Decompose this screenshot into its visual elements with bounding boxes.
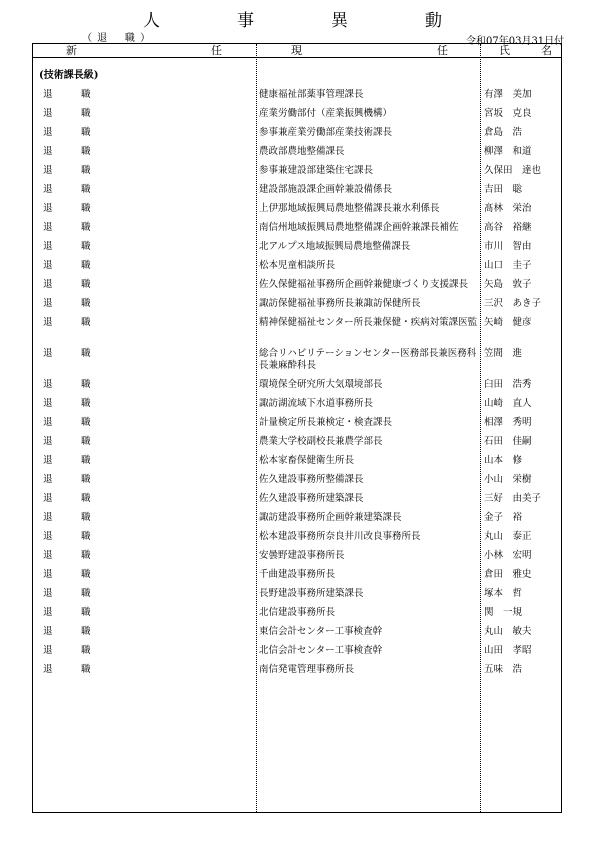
new-post-part1: 退 bbox=[43, 317, 53, 328]
new-post-part1: 退 bbox=[43, 607, 53, 618]
current-post: 北アルプス地域振興局農地整備課長 bbox=[259, 241, 411, 252]
person-name: 高谷 裕継 bbox=[484, 222, 532, 233]
current-post: 南信州地域振興局農地整備課企画幹兼課長補佐 bbox=[259, 222, 459, 233]
new-post-part2: 職 bbox=[81, 241, 91, 252]
personnel-table bbox=[32, 43, 562, 813]
new-post-part2: 職 bbox=[81, 531, 91, 542]
current-post: 千曲建設事務所長 bbox=[259, 569, 336, 580]
current-post: 総合リハビリテーションセンター医務部長兼医務科長兼麻酔科長 bbox=[259, 348, 477, 371]
person-name: 臼田 浩秀 bbox=[484, 379, 532, 390]
current-post: 建設部施設課企画幹兼設備係長 bbox=[259, 184, 393, 195]
new-post-part1: 退 bbox=[43, 89, 53, 100]
current-post: 環境保全研究所大気環境部長 bbox=[259, 379, 383, 390]
person-name: 石田 佳嗣 bbox=[484, 436, 532, 447]
current-post: 松本建設事務所奈良井川改良事務所長 bbox=[259, 531, 421, 542]
new-post-part1: 退 bbox=[43, 474, 53, 485]
new-post-part2: 職 bbox=[81, 108, 91, 119]
new-post-part1: 退 bbox=[43, 279, 53, 290]
new-post-part2: 職 bbox=[81, 569, 91, 580]
current-post: 佐久保健福祉事務所企画幹兼健康づくり支援課長 bbox=[259, 279, 469, 290]
new-post-part1: 退 bbox=[43, 241, 53, 252]
current-post: 計量検定所長兼検定・検査課長 bbox=[259, 417, 393, 428]
column-divider-new-current bbox=[256, 44, 257, 812]
person-name: 山田 孝昭 bbox=[484, 645, 532, 656]
person-name: 小林 宏明 bbox=[484, 550, 532, 561]
current-post: 佐久建設事務所建築課長 bbox=[259, 493, 364, 504]
new-post-part1: 退 bbox=[43, 298, 53, 309]
new-post-part1: 退 bbox=[43, 626, 53, 637]
current-post: 諏訪保健福祉事務所長兼諏訪保健所長 bbox=[259, 298, 421, 309]
new-post-part2: 職 bbox=[81, 165, 91, 176]
new-post-part1: 退 bbox=[43, 531, 53, 542]
person-name: 塚本 哲 bbox=[484, 588, 523, 599]
person-name: 矢崎 健彦 bbox=[484, 317, 532, 328]
header-current-nin: 任 bbox=[437, 44, 448, 57]
current-post: 諏訪建設事務所企画幹兼建築課長 bbox=[259, 512, 402, 523]
person-name: 三沢 あき子 bbox=[484, 298, 542, 309]
header-name-a: 氏 bbox=[499, 44, 510, 57]
header-new: 新 bbox=[66, 44, 77, 57]
header-new-nin: 任 bbox=[211, 44, 222, 57]
current-post: 松本児童相談所長 bbox=[259, 260, 336, 271]
person-name: 久保田 達也 bbox=[484, 165, 542, 176]
new-post-part1: 退 bbox=[43, 379, 53, 390]
current-post: 安曇野建設事務所長 bbox=[259, 550, 345, 561]
new-post-part2: 職 bbox=[81, 645, 91, 656]
title-char: 動 bbox=[425, 11, 442, 31]
person-name: 倉島 浩 bbox=[484, 127, 523, 138]
new-post-part1: 退 bbox=[43, 184, 53, 195]
new-post-part1: 退 bbox=[43, 645, 53, 656]
person-name: 関 一規 bbox=[484, 607, 523, 618]
person-name: 髙林 栄治 bbox=[484, 203, 532, 214]
table-header bbox=[33, 44, 561, 58]
new-post-part2: 職 bbox=[81, 493, 91, 504]
header-current: 現 bbox=[291, 44, 302, 57]
person-name: 山崎 直人 bbox=[484, 398, 532, 409]
new-post-part2: 職 bbox=[81, 436, 91, 447]
effective-date: 令和07年03月31日付 bbox=[466, 36, 565, 47]
new-post-part1: 退 bbox=[43, 222, 53, 233]
new-post-part1: 退 bbox=[43, 417, 53, 428]
person-name: 笠間 進 bbox=[484, 348, 523, 359]
new-post-part2: 職 bbox=[81, 607, 91, 618]
new-post-part2: 職 bbox=[81, 455, 91, 466]
current-post: 農政部農地整備課長 bbox=[259, 146, 345, 157]
new-post-part2: 職 bbox=[81, 222, 91, 233]
new-post-part1: 退 bbox=[43, 569, 53, 580]
current-post: 健康福祉部薬事管理課長 bbox=[259, 89, 364, 100]
person-name: 丸山 敏夫 bbox=[484, 626, 532, 637]
current-post: 佐久建設事務所整備課長 bbox=[259, 474, 364, 485]
new-post-part1: 退 bbox=[43, 146, 53, 157]
new-post-part1: 退 bbox=[43, 436, 53, 447]
current-post: 参事兼建設部建築住宅課長 bbox=[259, 165, 374, 176]
current-post: 北信建設事務所長 bbox=[259, 607, 336, 618]
new-post-part2: 職 bbox=[81, 184, 91, 195]
new-post-part2: 職 bbox=[81, 89, 91, 100]
new-post-part2: 職 bbox=[81, 379, 91, 390]
new-post-part1: 退 bbox=[43, 203, 53, 214]
title-char: 人 bbox=[143, 11, 160, 31]
new-post-part2: 職 bbox=[81, 398, 91, 409]
new-post-part2: 職 bbox=[81, 317, 91, 328]
new-post-part1: 退 bbox=[43, 165, 53, 176]
section-heading: (技術課長級) bbox=[39, 70, 99, 81]
new-post-part1: 退 bbox=[43, 588, 53, 599]
current-post: 南信発電管理事務所長 bbox=[259, 664, 355, 675]
current-post: 精神保健福祉センター所長兼保健・疾病対策課医監 bbox=[259, 317, 478, 328]
new-post-part1: 退 bbox=[43, 260, 53, 271]
person-name: 相澤 秀明 bbox=[484, 417, 532, 428]
document-subtitle: （ 退 職 ） bbox=[82, 33, 152, 44]
person-name: 柳澤 和道 bbox=[484, 146, 532, 157]
new-post-part2: 職 bbox=[81, 417, 91, 428]
new-post-part2: 職 bbox=[81, 474, 91, 485]
current-post: 長野建設事務所建築課長 bbox=[259, 588, 364, 599]
current-post: 北信会計センター工事検査幹 bbox=[259, 645, 383, 656]
new-post-part2: 職 bbox=[81, 626, 91, 637]
new-post-part1: 退 bbox=[43, 493, 53, 504]
new-post-part2: 職 bbox=[81, 550, 91, 561]
person-name: 五味 浩 bbox=[484, 664, 523, 675]
new-post-part2: 職 bbox=[81, 298, 91, 309]
person-name: 有澤 美加 bbox=[484, 89, 532, 100]
current-post: 上伊那地域振興局農地整備課長兼水利係長 bbox=[259, 203, 440, 214]
person-name: 矢島 敦子 bbox=[484, 279, 532, 290]
person-name: 金子 裕 bbox=[484, 512, 523, 523]
current-post: 松本家畜保健衛生所長 bbox=[259, 455, 355, 466]
new-post-part1: 退 bbox=[43, 348, 53, 359]
current-post: 産業労働部付（産業振興機構） bbox=[259, 108, 393, 119]
new-post-part1: 退 bbox=[43, 108, 53, 119]
person-name: 宮坂 克良 bbox=[484, 108, 532, 119]
new-post-part2: 職 bbox=[81, 146, 91, 157]
person-name: 吉田 聡 bbox=[484, 184, 523, 195]
new-post-part1: 退 bbox=[43, 550, 53, 561]
title-char: 異 bbox=[331, 11, 348, 31]
new-post-part2: 職 bbox=[81, 512, 91, 523]
person-name: 倉田 雅史 bbox=[484, 569, 532, 580]
new-post-part2: 職 bbox=[81, 588, 91, 599]
person-name: 山口 圭子 bbox=[484, 260, 532, 271]
current-post: 農業大学校副校長兼農学部長 bbox=[259, 436, 383, 447]
person-name: 小山 栄樹 bbox=[484, 474, 532, 485]
new-post-part2: 職 bbox=[81, 664, 91, 675]
new-post-part1: 退 bbox=[43, 127, 53, 138]
new-post-part2: 職 bbox=[81, 203, 91, 214]
new-post-part2: 職 bbox=[81, 127, 91, 138]
new-post-part1: 退 bbox=[43, 512, 53, 523]
current-post: 東信会計センター工事検査幹 bbox=[259, 626, 383, 637]
person-name: 山本 修 bbox=[484, 455, 523, 466]
new-post-part2: 職 bbox=[81, 279, 91, 290]
new-post-part2: 職 bbox=[81, 260, 91, 271]
person-name: 市川 智由 bbox=[484, 241, 532, 252]
new-post-part1: 退 bbox=[43, 455, 53, 466]
current-post: 参事兼産業労働部産業技術課長 bbox=[259, 127, 393, 138]
header-name-b: 名 bbox=[541, 44, 552, 57]
new-post-part1: 退 bbox=[43, 664, 53, 675]
new-post-part1: 退 bbox=[43, 398, 53, 409]
new-post-part2: 職 bbox=[81, 348, 91, 359]
person-name: 三好 由美子 bbox=[484, 493, 542, 504]
title-char: 事 bbox=[237, 11, 254, 31]
person-name: 丸山 泰正 bbox=[484, 531, 532, 542]
current-post: 諏訪湖流域下水道事務所長 bbox=[259, 398, 374, 409]
